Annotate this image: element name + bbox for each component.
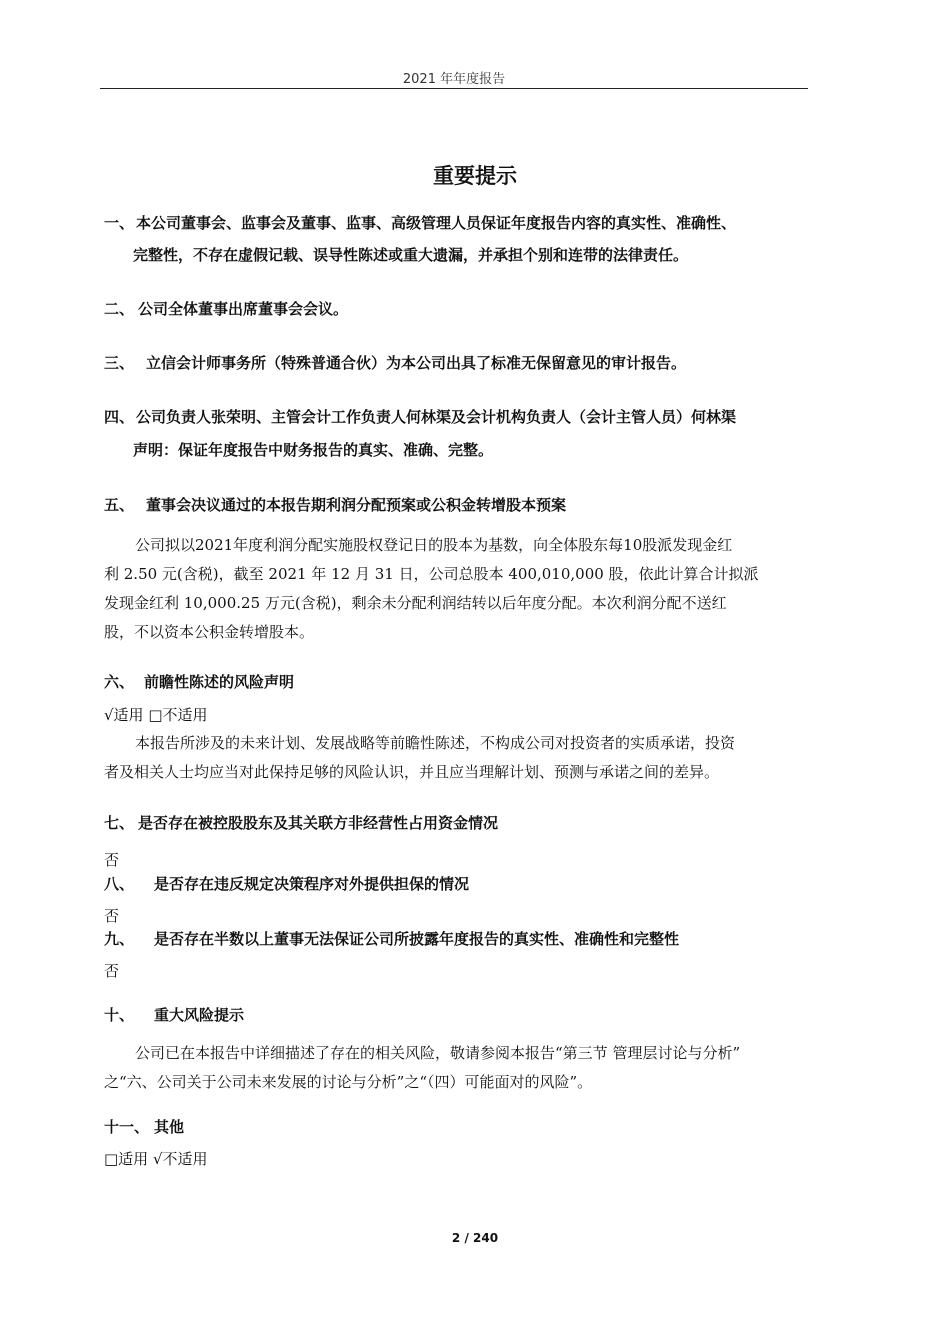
section-3-number: 三、 <box>104 354 135 372</box>
page-title: 重要提示 <box>433 164 517 188</box>
section-11-number: 十一、 <box>104 1118 150 1136</box>
section-5-paragraph-line-3: 发现金红利 10,000.25 万元(含税)，剩余未分配利润结转以后年度分配。本次利润分配不送红 <box>104 594 727 612</box>
section-6-heading: 前瞻性陈述的风险声明 <box>144 673 295 691</box>
section-9-number: 九、 <box>104 930 135 948</box>
section-6-paragraph-line-2: 者及相关人士均应当对此保持足够的风险认识，并且应当理解计划、预测与承诺之间的差异。 <box>104 763 720 781</box>
section-10-paragraph-line-2: 之“六、公司关于公司未来发展的讨论与分析”之“（四）可能面对的风险”。 <box>104 1073 593 1091</box>
section-10-heading: 重大风险提示 <box>154 1006 245 1024</box>
section-7-answer: 否 <box>104 851 120 869</box>
section-7-heading: 是否存在被控股股东及其关联方非经营性占用资金情况 <box>138 814 499 832</box>
section-7-number: 七、 <box>104 814 135 832</box>
section-2-number: 二、 <box>104 300 135 318</box>
section-10-paragraph-line-1: 公司已在本报告中详细描述了存在的相关风险，敬请参阅本报告“第三节 管理层讨论与分析” <box>135 1044 741 1062</box>
section-1-number: 一、 <box>104 214 135 232</box>
section-2-text: 公司全体董事出席董事会会议。 <box>138 300 349 318</box>
section-5-paragraph-line-4: 股，不以资本公积金转增股本。 <box>104 623 315 641</box>
section-5-heading: 董事会决议通过的本报告期利润分配预案或公积金转增股本预案 <box>146 496 567 514</box>
section-1-line2: 完整性，不存在虚假记载、误导性陈述或重大遗漏，并承担个别和连带的法律责任。 <box>133 246 689 264</box>
section-5-number: 五、 <box>104 496 135 514</box>
section-10-number: 十、 <box>104 1006 135 1024</box>
section-4-line1: 公司负责人张荣明、主管会计工作负责人何林渠及会计机构负责人（会计主管人员）何林渠 <box>136 408 737 426</box>
section-5-paragraph-line-2: 利 2.50 元(含税)，截至 2021 年 12 月 31 日，公司总股本 400,010,000 股，依此计算合计拟派 <box>104 565 759 583</box>
section-5-paragraph-line-1: 公司拟以2021年度利润分配实施股权登记日的股本为基数，向全体股东每10股派发现金红 <box>135 536 733 554</box>
section-9-answer: 否 <box>104 962 120 980</box>
section-1-line1: 本公司董事会、监事会及董事、监事、高级管理人员保证年度报告内容的真实性、准确性、 <box>136 214 737 232</box>
header-rule <box>100 88 808 89</box>
section-11-applicability: □适用 √不适用 <box>104 1150 208 1168</box>
section-6-number: 六、 <box>104 673 135 691</box>
section-6-paragraph-line-1: 本报告所涉及的未来计划、发展战略等前瞻性陈述，不构成公司对投资者的实质承诺，投资 <box>135 734 736 752</box>
section-8-number: 八、 <box>104 875 135 893</box>
section-6-applicability: √适用 □不适用 <box>104 706 208 724</box>
page-number: 2 / 240 <box>451 1231 499 1245</box>
running-header: 2021 年年度报告 <box>402 72 506 87</box>
section-11-heading: 其他 <box>154 1118 185 1136</box>
section-8-answer: 否 <box>104 907 120 925</box>
section-4-number: 四、 <box>104 408 135 426</box>
section-9-heading: 是否存在半数以上董事无法保证公司所披露年度报告的真实性、准确性和完整性 <box>154 930 680 948</box>
section-8-heading: 是否存在违反规定决策程序对外提供担保的情况 <box>154 875 470 893</box>
section-3-text: 立信会计师事务所（特殊普通合伙）为本公司出具了标准无保留意见的审计报告。 <box>146 354 687 372</box>
section-4-line2: 声明：保证年度报告中财务报告的真实、准确、完整。 <box>133 441 494 459</box>
